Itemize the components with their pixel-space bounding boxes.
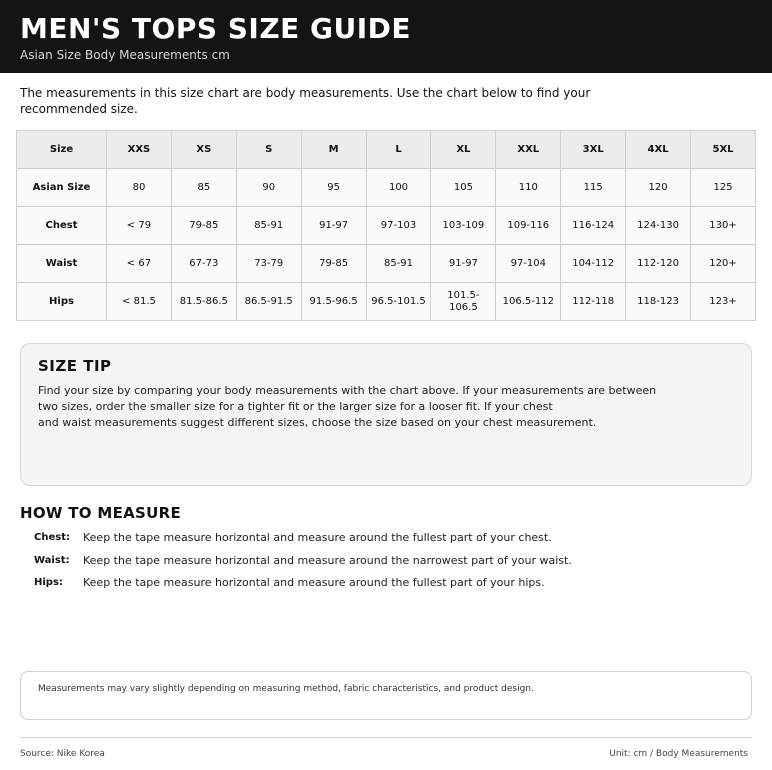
table-cell: 73-79 — [236, 245, 301, 283]
list-item — [20, 554, 752, 568]
column-header: 3XL — [561, 131, 626, 169]
size-tip-text: two sizes, order the smaller size for a tighter fit or the larger size for a looser fit. If your chest — [38, 400, 553, 413]
size-table — [16, 130, 756, 321]
table-cell: 112-120 — [626, 245, 691, 283]
how-to-measure-section — [20, 504, 752, 599]
table-cell: < 79 — [107, 207, 172, 245]
table-cell: 91.5-96.5 — [301, 283, 366, 321]
table-cell: 97-103 — [366, 207, 431, 245]
column-header: XXL — [496, 131, 561, 169]
disclaimer-note: Measurements may vary slightly depending on measuring method, fabric characteristics, and product design. — [20, 671, 752, 720]
table-cell: 91-97 — [431, 245, 496, 283]
column-header: XL — [431, 131, 496, 169]
table-cell: 125 — [691, 169, 756, 207]
row-label: Hips — [17, 283, 107, 321]
table-cell: 85-91 — [366, 245, 431, 283]
table-cell: 124-130 — [626, 207, 691, 245]
column-header: XS — [171, 131, 236, 169]
table-cell: 97-104 — [496, 245, 561, 283]
table-cell: 80 — [107, 169, 172, 207]
table-cell: 81.5-86.5 — [171, 283, 236, 321]
column-header: Size — [17, 131, 107, 169]
measure-label: Hips: — [34, 577, 63, 588]
measure-text: Keep the tape measure horizontal and measure around the fullest part of your hips. — [83, 576, 545, 589]
measure-text: Keep the tape measure horizontal and measure around the narrowest part of your waist. — [83, 553, 572, 567]
size-tip-title: SIZE TIP — [38, 357, 112, 375]
row-label: Chest — [17, 207, 107, 245]
table-row — [17, 283, 756, 321]
table-cell: 67-73 — [171, 245, 236, 283]
column-header: 5XL — [691, 131, 756, 169]
table-cell: 103-109 — [431, 207, 496, 245]
page-title: MEN'S TOPS SIZE GUIDE — [20, 12, 412, 45]
table-cell: 100 — [366, 169, 431, 207]
measure-text: Keep the tape measure horizontal and measure around the fullest part of your chest. — [83, 531, 552, 544]
table-row — [17, 169, 756, 207]
table-cell: 86.5-91.5 — [236, 283, 301, 321]
table-cell: 120 — [626, 169, 691, 207]
table-cell: < 81.5 — [107, 283, 172, 321]
row-label: Waist — [17, 245, 107, 283]
table-cell: 112-118 — [561, 283, 626, 321]
list-item — [20, 576, 752, 590]
table-header-row — [17, 131, 756, 169]
table-cell: 91-97 — [301, 207, 366, 245]
measure-label: Chest: — [34, 532, 70, 543]
table-row — [17, 207, 756, 245]
measure-label: Waist: — [34, 554, 70, 566]
size-tip-text: and waist measurements suggest different sizes, choose the size based on your chest measurement. — [38, 416, 597, 429]
table-cell: < 67 — [107, 245, 172, 283]
table-cell: 95 — [301, 169, 366, 207]
size-tip-text: Find your size by comparing your body measurements with the chart above. If your measurements are between — [38, 384, 657, 397]
page-subtitle: Asian Size Body Measurements cm — [20, 48, 230, 62]
table-cell: 85 — [171, 169, 236, 207]
table-cell: 116-124 — [561, 207, 626, 245]
footer-divider — [20, 737, 752, 738]
column-header: L — [366, 131, 431, 169]
table-row — [17, 245, 756, 283]
table-cell: 118-123 — [626, 283, 691, 321]
column-header: S — [236, 131, 301, 169]
table-cell: 106.5-112 — [496, 283, 561, 321]
table-cell: 104-112 — [561, 245, 626, 283]
table-cell: 90 — [236, 169, 301, 207]
table-cell: 109-116 — [496, 207, 561, 245]
intro-text: The measurements in this size chart are body measurements. Use the chart below to find your recommended size. — [20, 86, 591, 116]
table-cell: 130+ — [691, 207, 756, 245]
table-cell: 79-85 — [171, 207, 236, 245]
column-header: 4XL — [626, 131, 691, 169]
row-label: Asian Size — [17, 169, 107, 207]
table-cell: 110 — [496, 169, 561, 207]
table-cell: 101.5-106.5 — [431, 283, 496, 321]
table-cell: 79-85 — [301, 245, 366, 283]
unit-text: Unit: cm / Body Measurements — [609, 749, 748, 759]
table-cell: 115 — [561, 169, 626, 207]
table-cell: 105 — [431, 169, 496, 207]
table-cell: 123+ — [691, 283, 756, 321]
column-header: XXS — [107, 131, 172, 169]
size-tip-box — [20, 343, 752, 486]
page-header — [0, 0, 772, 73]
list-item — [20, 531, 752, 545]
source-text: Source: Nike Korea — [20, 749, 105, 759]
column-header: M — [301, 131, 366, 169]
table-cell: 120+ — [691, 245, 756, 283]
table-cell: 96.5-101.5 — [366, 283, 431, 321]
how-to-measure-title: HOW TO MEASURE — [20, 504, 182, 522]
table-cell: 85-91 — [236, 207, 301, 245]
